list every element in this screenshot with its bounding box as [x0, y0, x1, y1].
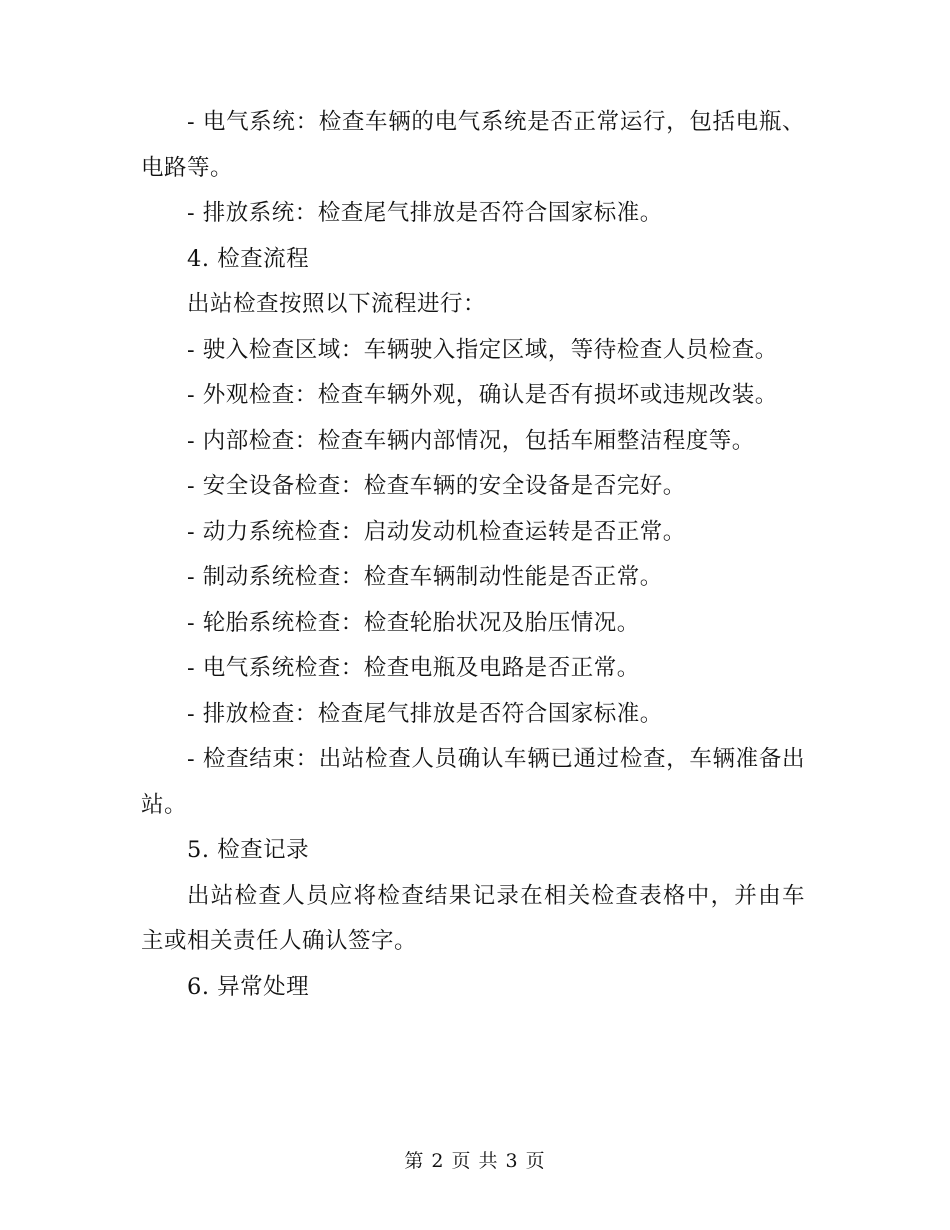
section-heading-exception-handling: 6. 异常处理: [187, 973, 310, 1000]
list-item-power-system-check: - 动力系统检查：启动发动机检查运转是否正常。: [187, 518, 686, 545]
list-item-exterior-check: - 外观检查：检查车辆外观，确认是否有损坏或违规改装。: [187, 382, 778, 408]
list-item-tire-system-check: - 轮胎系统检查：检查轮胎状况及胎压情况。: [187, 609, 640, 636]
list-item-brake-system-check: - 制动系统检查：检查车辆制动性能是否正常。: [187, 564, 663, 590]
paragraph-inspection-record: 出站检查人员应将检查结果记录在相关检查表格中，并由车主或相关责任人确认签字。: [141, 882, 805, 954]
paragraph-emission-system: - 排放系统：检查尾气排放是否符合国家标准。: [187, 200, 663, 226]
list-item-interior-check: - 内部检查：检查车辆内部情况，包括车厢整洁程度等。: [187, 427, 755, 454]
document-body: [141, 100, 805, 1010]
list-item-inspection-end: - 检查结束：出站检查人员确认车辆已通过检查，车辆准备出站。: [141, 746, 805, 818]
page-number-footer: 第 2 页 共 3 页: [404, 1150, 546, 1172]
list-item-electrical-system-check: - 电气系统检查：检查电瓶及电路是否正常。: [187, 655, 640, 681]
section-heading-inspection-record: 5. 检查记录: [187, 837, 310, 863]
section-heading-inspection-process: 4. 检查流程: [187, 245, 310, 272]
list-item-safety-equipment-check: - 安全设备检查：检查车辆的安全设备是否完好。: [187, 473, 686, 499]
paragraph-electrical-system: - 电气系统：检查车辆的电气系统是否正常运行，包括电瓶、电路等。: [141, 109, 805, 181]
list-item-enter-area: - 驶入检查区域：车辆驶入指定区域，等待检查人员检查。: [187, 336, 778, 363]
paragraph-process-intro: 出站检查按照以下流程进行：: [187, 291, 487, 317]
list-item-emission-check: - 排放检查：检查尾气排放是否符合国家标准。: [187, 700, 663, 727]
